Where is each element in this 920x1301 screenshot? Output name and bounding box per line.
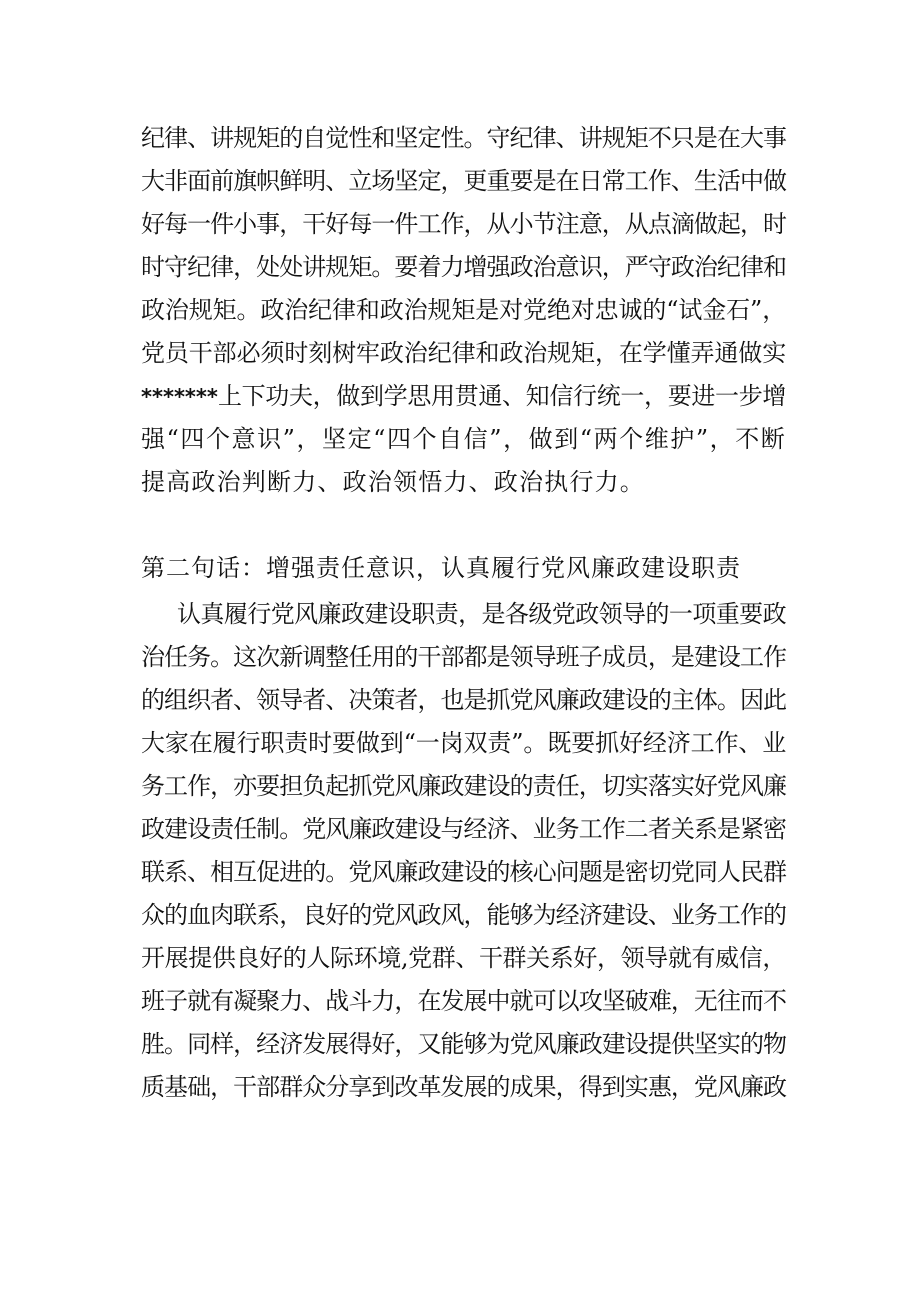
paragraph-line-with-redaction (141, 375, 786, 418)
paragraph-line: 大家在履行职责时要做到“一岗双责”。既要抓好经济工作、业 (141, 729, 786, 757)
paragraph-line-text: 上下功夫，做到学思用贯通、知信行统一，要进一步增 (217, 382, 786, 410)
paragraph-line: 纪律、讲规矩的自觉性和坚定性。守纪律、讲规矩不只是在大事 (141, 124, 786, 152)
paragraph-responsibility (141, 593, 786, 1109)
paragraph-line: 务工作，亦要担负起抓党风廉政建设的责任，切实落实好党风廉 (141, 772, 786, 800)
section-heading: 第二句话：增强责任意识，认真履行党风廉政建设职责 (141, 554, 741, 582)
paragraph-line: 开展提供良好的人际环境,党群、干群关系好，领导就有威信， (141, 944, 786, 972)
paragraph-line: 大非面前旗帜鲜明、立场坚定，更重要是在日常工作、生活中做 (141, 167, 786, 195)
paragraph-line: 班子就有凝聚力、战斗力，在发展中就可以攻坚破难，无往而不 (141, 987, 786, 1015)
redaction-mark: ******* (141, 385, 218, 409)
paragraph-line: 胜。同样，经济发展得好，又能够为党风廉政建设提供坚实的物 (141, 1030, 786, 1058)
paragraph-line: 治任务。这次新调整任用的干部都是领导班子成员，是建设工作 (141, 643, 786, 671)
paragraph-line: 强“四个意识”，坚定“四个自信”，做到“两个维护”，不断 (141, 425, 786, 453)
paragraph-discipline (141, 117, 786, 504)
paragraph-line: 的组织者、领导者、决策者，也是抓党风廉政建设的主体。因此 (141, 686, 786, 714)
paragraph-line: 时守纪律，处处讲规矩。要着力增强政治意识，严守政治纪律和 (141, 253, 786, 281)
paragraph-line: 党员干部必须时刻树牢政治纪律和政治规矩，在学懂弄通做实 (141, 339, 786, 367)
paragraph-line: 联系、相互促进的。党风廉政建设的核心问题是密切党同人民群 (141, 858, 786, 886)
paragraph-line-last: 提高政治判断力、政治领悟力、政治执行力。 (141, 468, 645, 496)
paragraph-line: 质基础，干部群众分享到改革发展的成果，得到实惠，党风廉政 (141, 1073, 786, 1101)
paragraph-line: 政治规矩。政治纪律和政治规矩是对党绝对忠诚的“试金石”， (141, 296, 786, 324)
paragraph-line: 政建设责任制。党风廉政建设与经济、业务工作二者关系是紧密 (141, 815, 786, 843)
paragraph-line: 众的血肉联系，良好的党风政风，能够为经济建设、业务工作的 (141, 901, 786, 929)
paragraph-line: 好每一件小事，干好每一件工作，从小节注意，从点滴做起，时 (141, 210, 786, 238)
paragraph-line-indented: 认真履行党风廉政建设职责，是各级党政领导的一项重要政 (177, 600, 786, 628)
